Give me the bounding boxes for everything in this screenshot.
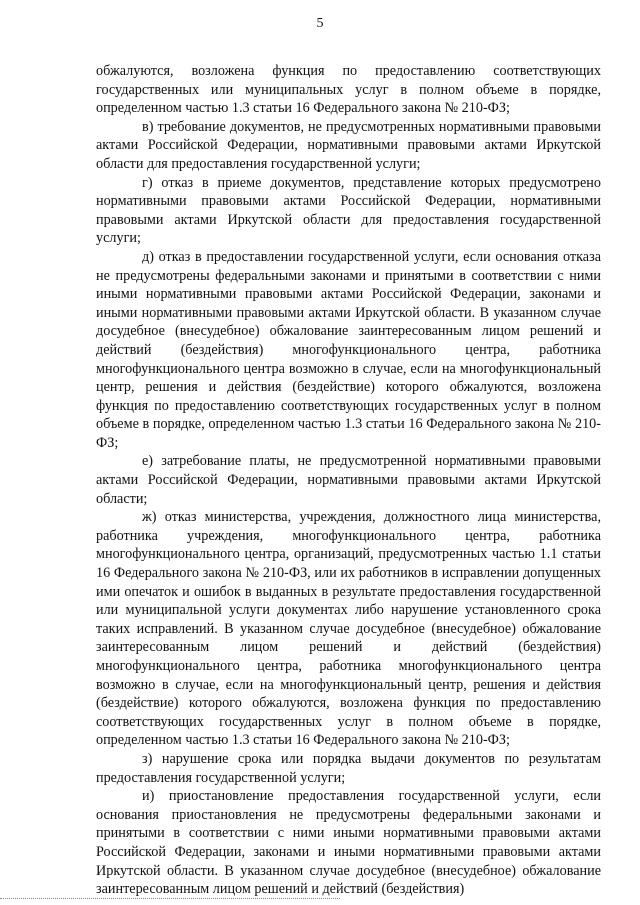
paragraph-item-zh: ж) отказ министерства, учреждения, должностного лица министерства, работника учреждения, многофункционального центра, работника многофункционального центра, организаций, предусмотренных частью 1.1 статьи 16 Федерального закона № 210-ФЗ, или их работников в исправлении допущенных ими опечаток и ошибок в выданных в результате предоставления государственной или муниципальной услуги документах либо нарушение установленного срока таких исправлений. В указанном случае досудебное (внесудебное) обжалование заинтересованным лицом решений и действий (бездействия) многофункционального центра, работника многофункционального центра возможно в случае, если на многофункциональный центр, решения и действия (бездействие) которого обжалуются, возложена функция по предоставлению соответствующих государственных услуг в полном объеме в порядке, определенном частью 1.3 статьи 16 Федерального закона № 210-ФЗ;: [96, 509, 601, 749]
page-number: 5: [316, 16, 324, 31]
footer-divider: [0, 898, 340, 899]
paragraph-continuation: обжалуются, возложена функция по предоставлению соответствующих государственных или муниципальных услуг в полном объеме в порядке, определенном частью 1.3 статьи 16 Федерального закона № 210-ФЗ;: [96, 63, 601, 117]
paragraph-item-g: г) отказ в приеме документов, представление которых предусмотрено нормативными правовыми актами Российской Федерации, нормативными правовыми актами Иркутской области для предоставления государственной услуги;: [96, 174, 601, 247]
paragraph-item-d: д) отказ в предоставлении государственной услуги, если основания отказа не предусмотрены федеральными законами и принятыми в соответствии с ними иными нормативными правовыми актами Российской Федерации, законами и иными нормативными правовыми актами Иркутской области. В указанном случае досудебное (внесудебное) обжалование заинтересованным лицом решений и действий (бездействия) многофункционального центра, работника многофункционального центра возможно в случае, если на многофункциональный центр, решения и действия (бездействие) которого обжалуются, возложена функция по предоставлению соответствующих государственных услуг в полном объеме в порядке, определенном частью 1.3 статьи 16 Федерального закона № 210-ФЗ;: [96, 248, 601, 451]
paragraph-item-i: и) приостановление предоставления государственной услуги, если основания приостановления не предусмотрены федеральными законами и принятыми в соответствии с ними иными нормативными правовыми актами Российской Федерации, законами и иными нормативными правовыми актами Иркутской области. В указанном случае досудебное (внесудебное) обжалование заинтересованным лицом решений и действий (бездействия): [96, 788, 601, 898]
document-body: [96, 62, 601, 899]
paragraph-item-z: з) нарушение срока или порядка выдачи документов по результатам предоставления государственной услуги;: [96, 750, 601, 786]
paragraph-item-e: е) затребование платы, не предусмотренной нормативными правовыми актами Российской Федерации, нормативными правовыми актами Иркутской области;: [96, 453, 601, 507]
paragraph-item-v: в) требование документов, не предусмотренных нормативными правовыми актами Российской Федерации, нормативными правовыми актами Иркутской области для предоставления государственной услуги;: [96, 118, 601, 172]
